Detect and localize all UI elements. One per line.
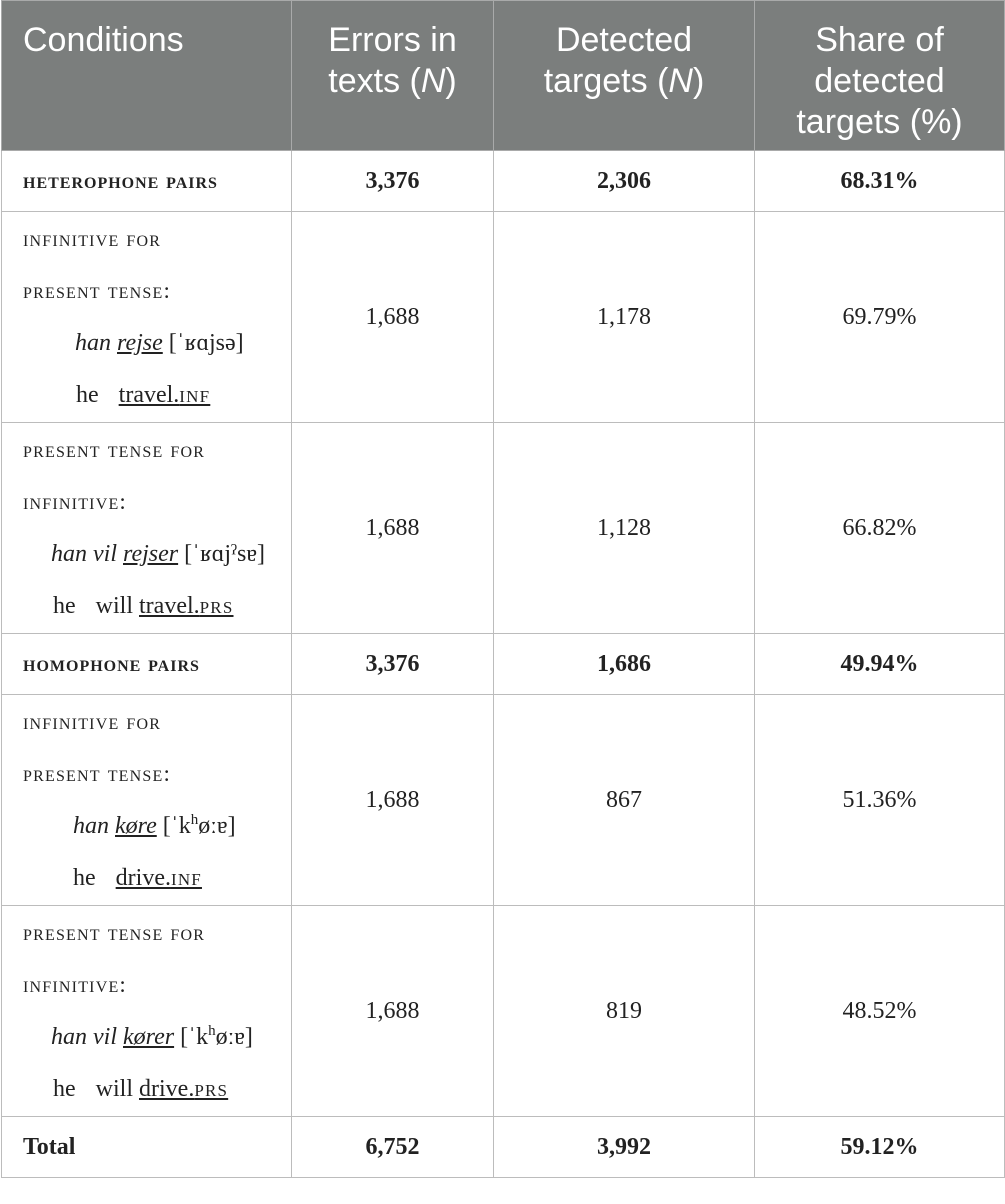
header-conditions	[2, 1, 292, 151]
gloss-word: drive.	[115, 865, 171, 891]
errors-cell: 3,376	[292, 151, 494, 212]
gloss-target	[119, 382, 211, 408]
header-share	[755, 1, 1005, 151]
table-row	[2, 906, 1005, 1117]
share-cell: 48.52%	[755, 906, 1005, 1117]
detected-cell: 1,178	[494, 212, 755, 423]
condition-title-line2: present tense:	[23, 761, 172, 786]
example-ipa-part2: øːɐ]	[198, 813, 236, 839]
errors-cell: 6,752	[292, 1117, 494, 1178]
example-ipa-aspiration: h	[208, 1023, 216, 1039]
errors-cell: 3,376	[292, 634, 494, 695]
example-prefix: han vil	[51, 541, 123, 567]
results-table	[1, 0, 1005, 1178]
errors-cell: 1,688	[292, 423, 494, 634]
example-sentence	[23, 528, 291, 580]
example-gloss	[23, 369, 291, 421]
table-row	[2, 695, 1005, 906]
detected-cell: 867	[494, 695, 755, 906]
gloss-tag: inf	[179, 382, 211, 408]
header-detected-line2a: targets (	[543, 62, 669, 100]
total-label: Total	[2, 1117, 292, 1178]
header-share-line2: detected	[814, 62, 945, 100]
condition-cell	[2, 423, 292, 634]
detected-cell: 2,306	[494, 151, 755, 212]
row-label: homophone pairs	[2, 634, 292, 695]
example-target-word: rejse	[117, 330, 163, 356]
detected-cell: 1,686	[494, 634, 755, 695]
gloss-tag: inf	[170, 865, 202, 891]
detected-cell: 1,128	[494, 423, 755, 634]
header-errors-line2a: texts (	[328, 62, 421, 100]
header-errors-n: N	[420, 62, 446, 100]
condition-title-line1: infinitive for	[23, 226, 162, 251]
share-cell: 68.31%	[755, 151, 1005, 212]
header-conditions-label: Conditions	[23, 21, 184, 59]
errors-cell: 1,688	[292, 906, 494, 1117]
condition-title	[23, 424, 291, 528]
gloss-word: travel.	[139, 593, 200, 619]
header-detected-line2c: )	[692, 62, 705, 100]
share-cell: 49.94%	[755, 634, 1005, 695]
gloss-he: he	[76, 382, 99, 408]
example-prefix: han	[75, 330, 117, 356]
share-cell: 66.82%	[755, 423, 1005, 634]
gloss-tag: prs	[199, 593, 234, 619]
example-gloss	[23, 1063, 291, 1115]
errors-cell: 1,688	[292, 695, 494, 906]
gloss-target	[116, 865, 202, 891]
gloss-tag: prs	[194, 1076, 229, 1102]
condition-title	[23, 213, 291, 317]
gloss-word: travel.	[118, 382, 180, 408]
example-target-word: rejser	[123, 541, 179, 567]
gloss-he: he	[73, 865, 96, 891]
header-errors-line1: Errors in	[328, 21, 457, 59]
example-target-word: kører	[123, 1024, 175, 1050]
condition-cell	[2, 212, 292, 423]
table-row	[2, 151, 1005, 212]
example-gloss	[23, 580, 291, 632]
share-cell: 51.36%	[755, 695, 1005, 906]
row-label: heterophone pairs	[2, 151, 292, 212]
condition-cell	[2, 695, 292, 906]
gloss-word: drive.	[139, 1076, 195, 1102]
example-prefix: han vil	[51, 1024, 123, 1050]
condition-title-line2: present tense:	[23, 278, 172, 303]
condition-cell	[2, 906, 292, 1117]
example-ipa: [ˈʁɑjsə]	[162, 330, 244, 356]
condition-title-line2: infinitive:	[23, 489, 128, 514]
header-share-line1: Share of	[815, 21, 944, 59]
header-errors	[292, 1, 494, 151]
gloss-he: he	[53, 1076, 76, 1102]
example-prefix: han	[73, 813, 115, 839]
gloss-will: will	[95, 1076, 133, 1102]
example-ipa-aspiration: h	[190, 812, 199, 828]
condition-title	[23, 907, 291, 1011]
errors-cell: 1,688	[292, 212, 494, 423]
gloss-he: he	[53, 593, 76, 619]
table-row	[2, 423, 1005, 634]
gloss-target	[139, 1076, 228, 1102]
example-ipa: [ˈʁɑjˀsɐ]	[178, 541, 265, 567]
share-cell: 69.79%	[755, 212, 1005, 423]
table-row	[2, 634, 1005, 695]
header-errors-line2c: )	[445, 62, 457, 100]
table-row-total	[2, 1117, 1005, 1178]
detected-cell: 3,992	[494, 1117, 755, 1178]
table-row	[2, 212, 1005, 423]
example-ipa-part2: øːɐ]	[215, 1024, 253, 1050]
condition-title	[23, 696, 291, 800]
header-share-line3: targets (%)	[796, 103, 963, 141]
condition-title-line1: present tense for	[23, 437, 206, 462]
header-detected-line1: Detected	[555, 21, 693, 59]
share-cell: 59.12%	[755, 1117, 1005, 1178]
example-sentence	[23, 1011, 291, 1063]
condition-title-line1: present tense for	[23, 920, 206, 945]
gloss-target	[139, 593, 234, 619]
example-sentence	[23, 317, 291, 369]
condition-title-line1: infinitive for	[23, 709, 162, 734]
example-sentence	[23, 800, 291, 852]
header-detected	[494, 1, 755, 151]
detected-cell: 819	[494, 906, 755, 1117]
condition-title-line2: infinitive:	[23, 972, 128, 997]
header-detected-n: N	[668, 62, 693, 100]
table-header	[2, 1, 1005, 151]
gloss-will: will	[95, 593, 133, 619]
example-target-word: køre	[115, 813, 157, 839]
example-ipa-part1: [ˈk	[174, 1024, 209, 1050]
example-ipa-part1: [ˈk	[156, 813, 191, 839]
example-gloss	[23, 852, 291, 904]
